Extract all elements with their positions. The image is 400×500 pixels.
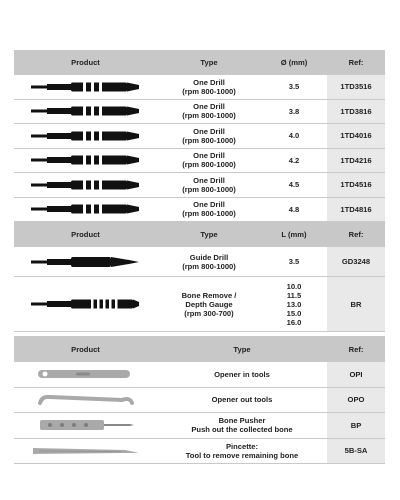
table-row — [14, 388, 385, 414]
ref-code: 1TD4516 — [327, 173, 385, 197]
length-value: 13.0 — [286, 299, 302, 309]
drill-image — [14, 173, 157, 197]
table-row — [14, 149, 385, 174]
speed-label: (rpm 800-1000) — [182, 135, 236, 145]
table-row — [14, 75, 385, 100]
ref-code: 1TD4216 — [327, 149, 385, 173]
header-product: Product — [71, 57, 100, 67]
header-ref: Ref: — [327, 222, 385, 246]
ref-code: 1TD4816 — [327, 198, 385, 222]
header-diameter: Ø (mm) — [280, 57, 308, 67]
type-label: One Drill — [193, 175, 225, 185]
length-value: 16.0 — [286, 317, 302, 327]
header-type: Type — [200, 229, 218, 239]
header-type: Type — [233, 344, 251, 354]
bone-remove-image — [14, 277, 157, 331]
diameter-value: 4.8 — [288, 204, 300, 214]
drill-image — [14, 100, 157, 124]
speed-label: (rpm 800-1000) — [182, 160, 236, 170]
length-value: 11.5 — [286, 290, 302, 300]
drill-image — [14, 124, 157, 148]
opener-out-image — [14, 388, 157, 413]
header-type: Type — [200, 57, 218, 67]
length-value: 10.0 — [286, 281, 302, 291]
type-label: Bone Remove / — [181, 290, 237, 300]
diameter-value: 4.5 — [288, 180, 300, 190]
diameter-value: 3.5 — [288, 82, 300, 92]
speed-label: (rpm 300-700) — [184, 308, 234, 318]
speed-label: (rpm 800-1000) — [182, 209, 236, 219]
guide-drill-image — [14, 247, 157, 276]
header-ref: Ref: — [327, 50, 385, 74]
guide-table-header — [14, 222, 385, 247]
type-label: Pincette: — [225, 441, 259, 451]
product-catalog-sheet — [14, 50, 385, 464]
type-description: Push out the collected bone — [191, 425, 293, 435]
type-label: One Drill — [193, 200, 225, 210]
length-value: 15.0 — [286, 308, 302, 318]
header-ref: Ref: — [327, 337, 385, 361]
ref-code: OPO — [327, 388, 385, 413]
length-value: 3.5 — [288, 257, 300, 266]
drill-image — [14, 75, 157, 99]
table-row — [14, 439, 385, 465]
drill-image — [14, 149, 157, 173]
ref-code: 1TD4016 — [327, 124, 385, 148]
ref-code: BP — [327, 413, 385, 438]
table-row — [14, 173, 385, 198]
table-row — [14, 413, 385, 439]
ref-code: 1TD3816 — [327, 100, 385, 124]
type-label: Bone Pusher — [218, 416, 266, 426]
table-row — [14, 247, 385, 277]
type-label: One Drill — [193, 102, 225, 112]
speed-label: (rpm 800-1000) — [182, 86, 236, 96]
tools-table-header — [14, 337, 385, 362]
type-description: Tool to remove remaining bone — [185, 450, 299, 460]
type-label: One Drill — [193, 151, 225, 161]
type-label: Guide Drill — [189, 252, 229, 262]
speed-label: (rpm 800-1000) — [182, 261, 236, 271]
table-row — [14, 124, 385, 149]
opener-in-image — [14, 362, 157, 387]
ref-code: 1TD3516 — [327, 75, 385, 99]
table-row — [14, 100, 385, 125]
ref-code: GD3248 — [327, 247, 385, 276]
ref-code: BR — [327, 277, 385, 331]
drills-table-header — [14, 50, 385, 75]
table-row — [14, 277, 385, 332]
diameter-value: 3.8 — [288, 106, 300, 116]
header-length: L (mm) — [281, 229, 307, 239]
header-product: Product — [71, 229, 100, 239]
table-row — [14, 198, 385, 223]
speed-label: (rpm 800-1000) — [182, 184, 236, 194]
pincette-image — [14, 439, 157, 464]
bone-pusher-image — [14, 413, 157, 438]
header-product: Product — [71, 344, 100, 354]
type-label: One Drill — [193, 77, 225, 87]
speed-label: (rpm 800-1000) — [182, 111, 236, 121]
type-label: Opener out tools — [211, 395, 273, 405]
ref-code: OPI — [327, 362, 385, 387]
drill-image — [14, 198, 157, 222]
type-label: Opener in tools — [214, 369, 270, 379]
type-label: One Drill — [193, 126, 225, 136]
table-row — [14, 362, 385, 388]
diameter-value: 4.2 — [288, 155, 300, 165]
type-label-2: Depth Gauge — [185, 299, 233, 309]
ref-code: 5B-SA — [327, 439, 385, 464]
diameter-value: 4.0 — [288, 131, 300, 141]
